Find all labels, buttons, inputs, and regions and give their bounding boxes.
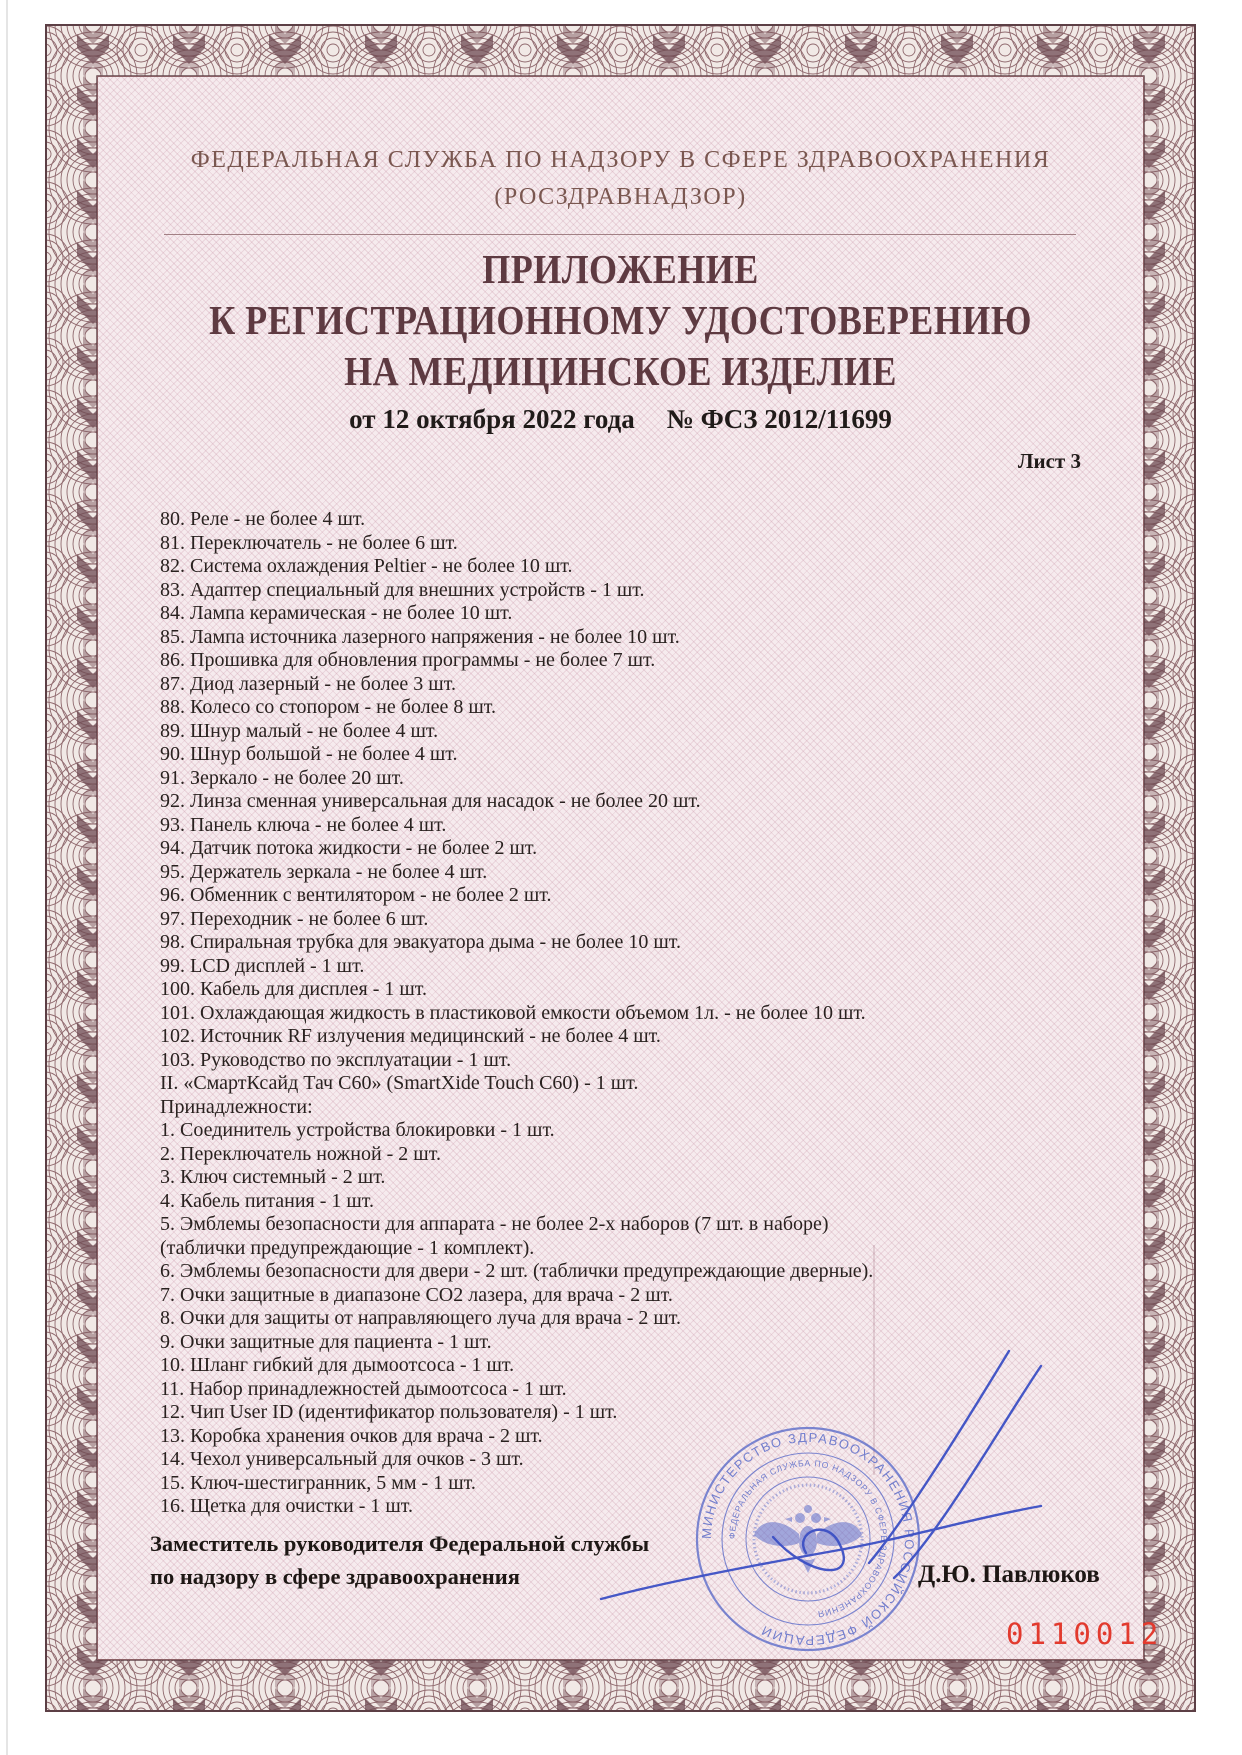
stamp-inner-ring-text: ФЕДЕРАЛЬНАЯ СЛУЖБА ПО НАДЗОРУ В СФЕРЕ ЗДРАВООХРАНЕНИЯ — [726, 1457, 890, 1620]
list-line: 96. Обменник с вентилятором - не более 2 шт. — [160, 884, 552, 906]
scan-edge-shadow — [6, 0, 8, 1755]
list-line: 14. Чехол универсальный для очков - 3 шт. — [160, 1448, 524, 1470]
list-line: 101. Охлаждающая жидкость в пластиковой емкости объемом 1л. - не более 10 шт. — [160, 1001, 866, 1024]
handwritten-signature — [578, 1332, 1128, 1632]
sheet-number: Лист 3 — [1017, 449, 1081, 473]
blank-serial-number: 0110012 — [1006, 1617, 1164, 1651]
stamp-outer-ring-text: МИНИСТЕРСТВО ЗДРАВООХРАНЕНИЯ РОССИЙСКОЙ ФЕДЕРАЦИИ — [698, 1429, 918, 1649]
signatory-title-line1: Заместитель руководителя Федеральной службы — [150, 1531, 650, 1556]
list-line: 97. Переходник - не более 6 шт. — [160, 907, 429, 930]
list-line: 92. Линза сменная универсальная для насадок - не более 20 шт. — [160, 790, 701, 812]
list-line: 3. Ключ системный - 2 шт. — [160, 1166, 386, 1188]
list-line: 82. Система охлаждения Peltier - не более 10 шт. — [160, 555, 573, 577]
list-line: 87. Диод лазерный - не более 3 шт. — [160, 672, 456, 695]
issuer-name: ФЕДЕРАЛЬНАЯ СЛУЖБА ПО НАДЗОРУ В СФЕРЕ ЗДРАВООХРАНЕНИЯ — [190, 147, 1051, 173]
registration-number: № ФСЗ 2012/11699 — [666, 404, 892, 434]
date-and-number-line — [98, 404, 1143, 435]
issue-date: от 12 октября 2022 года — [349, 404, 635, 434]
list-line: 86. Прошивка для обновления программы - не более 7 шт. — [160, 649, 656, 671]
list-line: 11. Набор принадлежностей дымоотсоса - 1 шт. — [160, 1377, 567, 1400]
list-line: 13. Коробка хранения очков для врача - 2 шт. — [160, 1424, 543, 1447]
list-line: 83. Адаптер специальный для внешних устройств - 1 шт. — [160, 578, 645, 601]
list-line: 103. Руководство по эксплуатации - 1 шт. — [160, 1048, 512, 1071]
list-line: 80. Реле - не более 4 шт. — [160, 508, 366, 530]
list-line: 15. Ключ-шестигранник, 5 мм - 1 шт. — [160, 1471, 476, 1494]
list-line: 10. Шланг гибкий для дымоотсоса - 1 шт. — [160, 1354, 515, 1376]
list-line: 7. Очки защитные в диапазоне СО2 лазера, для врача - 2 шт. — [160, 1283, 673, 1306]
list-line: 12. Чип User ID (идентификатор пользователя) - 1 шт. — [160, 1401, 618, 1423]
list-line: 5. Эмблемы безопасности для аппарата - не более 2-х наборов (7 шт. в наборе) — [160, 1213, 829, 1235]
signatory-title-line2: по надзору в сфере здравоохранения — [150, 1564, 520, 1589]
list-line: 4. Кабель питания - 1 шт. — [160, 1189, 375, 1212]
list-line: 2. Переключатель ножной - 2 шт. — [160, 1142, 441, 1165]
list-line: 84. Лампа керамическая - не более 10 шт. — [160, 602, 513, 624]
divider-line — [164, 234, 1076, 235]
list-line: 88. Колесо со стопором - не более 8 шт. — [160, 696, 497, 718]
list-line: 93. Панель ключа - не более 4 шт. — [160, 813, 447, 836]
list-line: 6. Эмблемы безопасности для двери - 2 шт. (таблички предупреждающие дверные). — [160, 1260, 874, 1282]
issuer-short-name: (РОСЗДРАВНАДЗОР) — [494, 184, 747, 210]
list-line: 8. Очки для защиты от направляющего луча для врача - 2 шт. — [160, 1307, 682, 1329]
list-line: 9. Очки защитные для пациента - 1 шт. — [160, 1330, 492, 1353]
list-line: 1. Соединитель устройства блокировки - 1 шт. — [160, 1119, 555, 1141]
list-line: 91. Зеркало - не более 20 шт. — [160, 766, 404, 789]
certificate-body — [97, 76, 1164, 1660]
list-line: 81. Переключатель - не более 6 шт. — [160, 531, 458, 554]
list-line: 95. Держатель зеркала - не более 4 шт. — [160, 860, 488, 883]
list-line: 16. Щетка для очистки - 1 шт. — [160, 1495, 414, 1517]
list-line: 99. LCD дисплей - 1 шт. — [160, 954, 365, 977]
list-line: 94. Датчик потока жидкости - не более 2 шт. — [160, 837, 538, 859]
signatory-name: Д.Ю. Павлюков — [918, 1561, 1100, 1588]
list-line: 98. Спиральная трубка для эвакуатора дыма - не более 10 шт. — [160, 931, 682, 953]
list-line: 89. Шнур малый - не более 4 шт. — [160, 719, 439, 742]
list-line: 85. Лампа источника лазерного напряжения - не более 10 шт. — [160, 625, 680, 648]
list-line: 90. Шнур большой - не более 4 шт. — [160, 743, 458, 765]
list-line: II. «СмартКсайд Тач С60» (SmartXide Touch C60) - 1 шт. — [160, 1072, 639, 1094]
list-line: 102. Источник RF излучения медицинский - не более 4 шт. — [160, 1025, 661, 1047]
list-line: 100. Кабель для дисплея - 1 шт. — [160, 978, 428, 1000]
document-title-line3: НА МЕДИЦИНСКОЕ ИЗДЕЛИЕ — [344, 348, 897, 394]
list-line: Принадлежности: — [160, 1095, 313, 1118]
document-title-line1: ПРИЛОЖЕНИЕ — [482, 246, 759, 292]
document-title-line2: К РЕГИСТРАЦИОННОМУ УДОСТОВЕРЕНИЮ — [209, 297, 1032, 343]
list-line: (таблички предупреждающие - 1 комплект). — [160, 1236, 535, 1259]
